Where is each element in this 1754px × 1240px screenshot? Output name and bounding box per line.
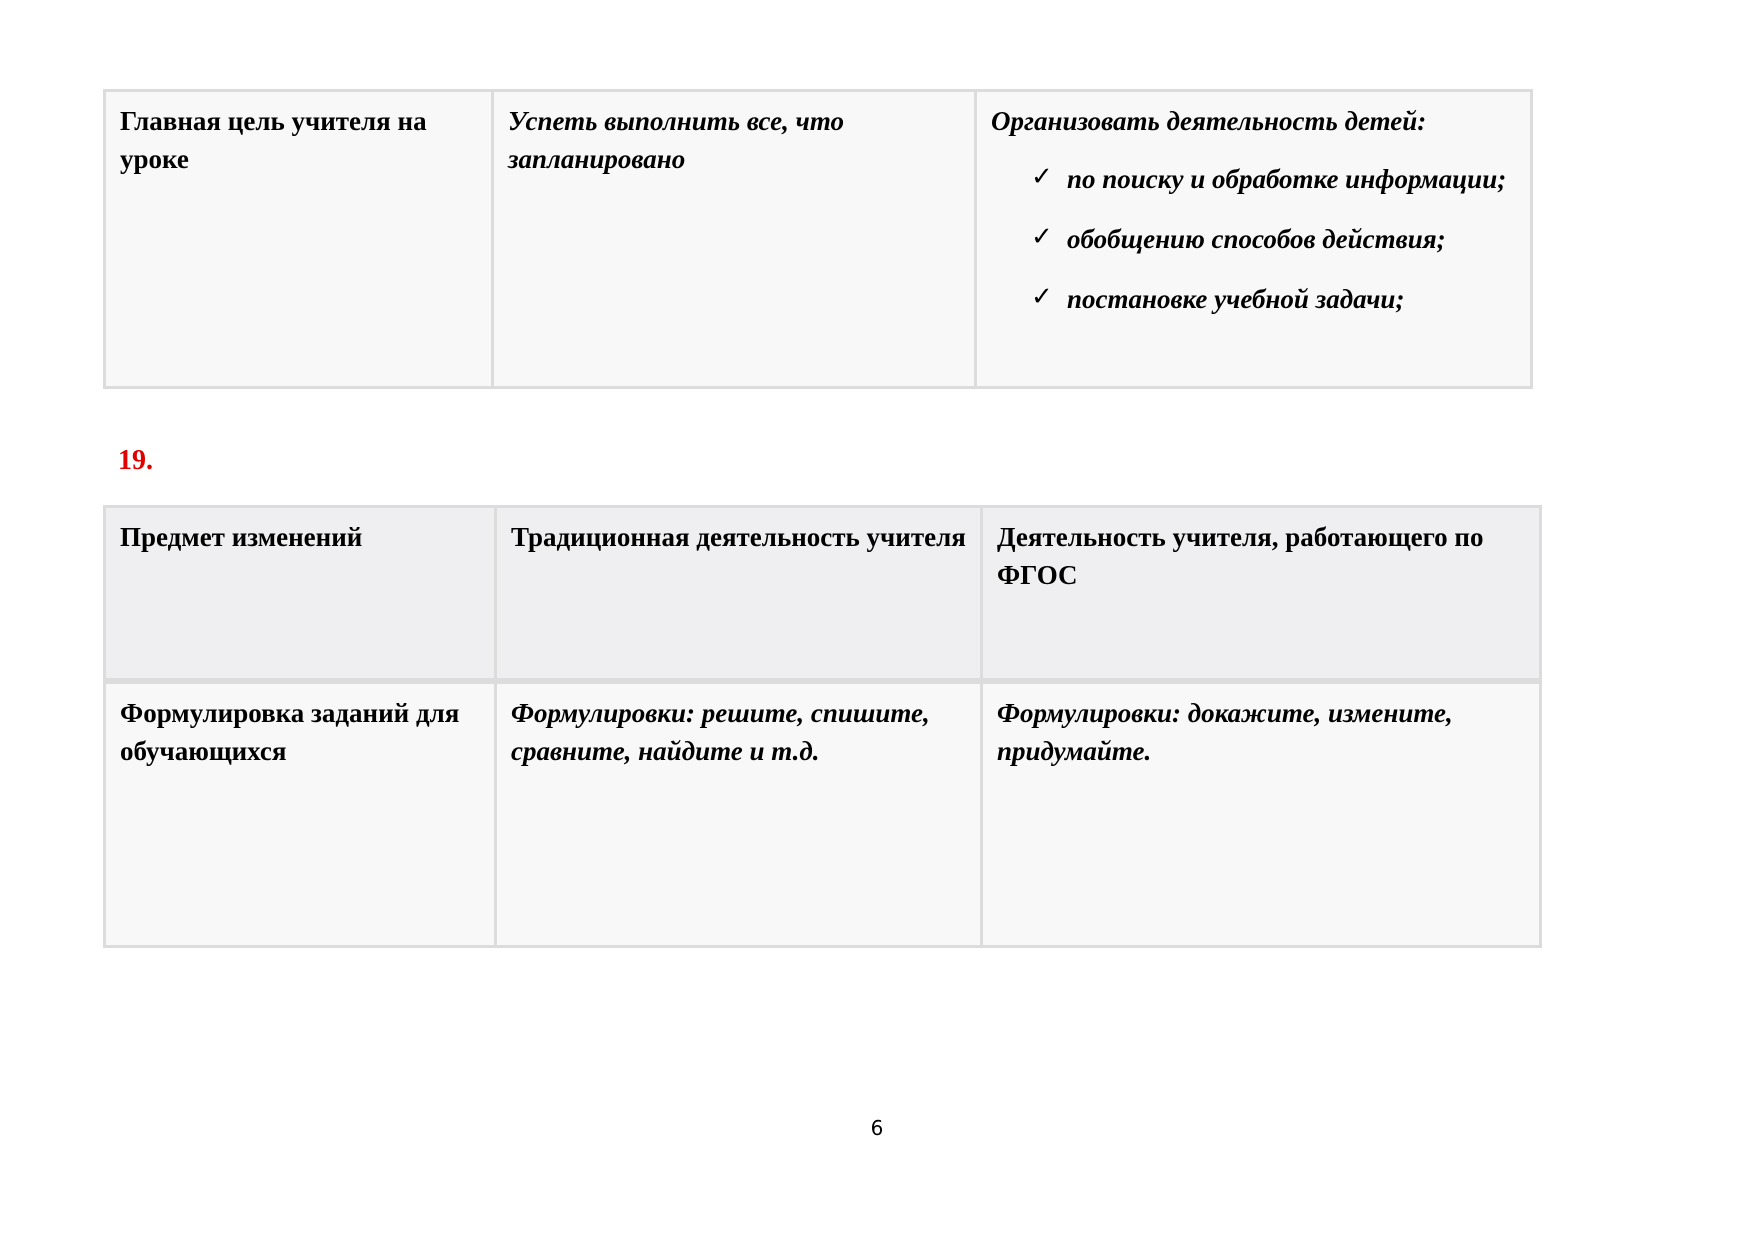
checkmark-icon: ✓	[1031, 222, 1053, 252]
fgos-goal-list	[991, 160, 1518, 318]
list-item-text: по поиску и обработке информации;	[1067, 164, 1507, 194]
list-item	[991, 280, 1518, 318]
fgos-goal-intro: Организовать деятельность детей:	[991, 106, 1427, 136]
traditional-goal: Успеть выполнить все, что запланировано	[508, 106, 844, 174]
header-cell	[496, 507, 982, 681]
header-cell	[105, 507, 496, 681]
page-number: 6	[870, 1116, 884, 1140]
table-row	[105, 681, 1541, 947]
row-traditional: Формулировки: решите, спишите, сравните, найдите и т.д.	[511, 697, 930, 766]
list-item-text: постановке учебной задачи;	[1067, 284, 1405, 314]
list-item	[991, 160, 1518, 198]
header-subject: Предмет изменений	[120, 522, 363, 552]
row-fgos: Формулировки: докажите, измените, придумайте.	[997, 697, 1453, 766]
checkmark-icon: ✓	[1031, 162, 1053, 192]
row-subject: Формулировка заданий для обучающихся	[120, 697, 460, 766]
table-cell	[976, 91, 1532, 388]
section-number: 19.	[118, 445, 153, 476]
table-cell	[982, 681, 1541, 947]
list-item-text: обобщению способов действия;	[1067, 224, 1446, 254]
checkmark-icon: ✓	[1031, 282, 1053, 312]
header-cell	[982, 507, 1541, 681]
header-fgos: Деятельность учителя, работающего по ФГОС	[997, 522, 1484, 590]
table-cell	[493, 91, 976, 388]
table-cell	[105, 91, 493, 388]
changes-table	[103, 505, 1542, 948]
header-traditional: Традиционная деятельность учителя	[511, 522, 966, 552]
table-row	[105, 91, 1532, 388]
goal-label: Главная цель учителя на уроке	[120, 106, 427, 174]
list-item	[991, 220, 1518, 258]
teacher-goal-table	[103, 89, 1533, 389]
table-header-row	[105, 507, 1541, 681]
table-cell	[105, 681, 496, 947]
table-cell	[496, 681, 982, 947]
